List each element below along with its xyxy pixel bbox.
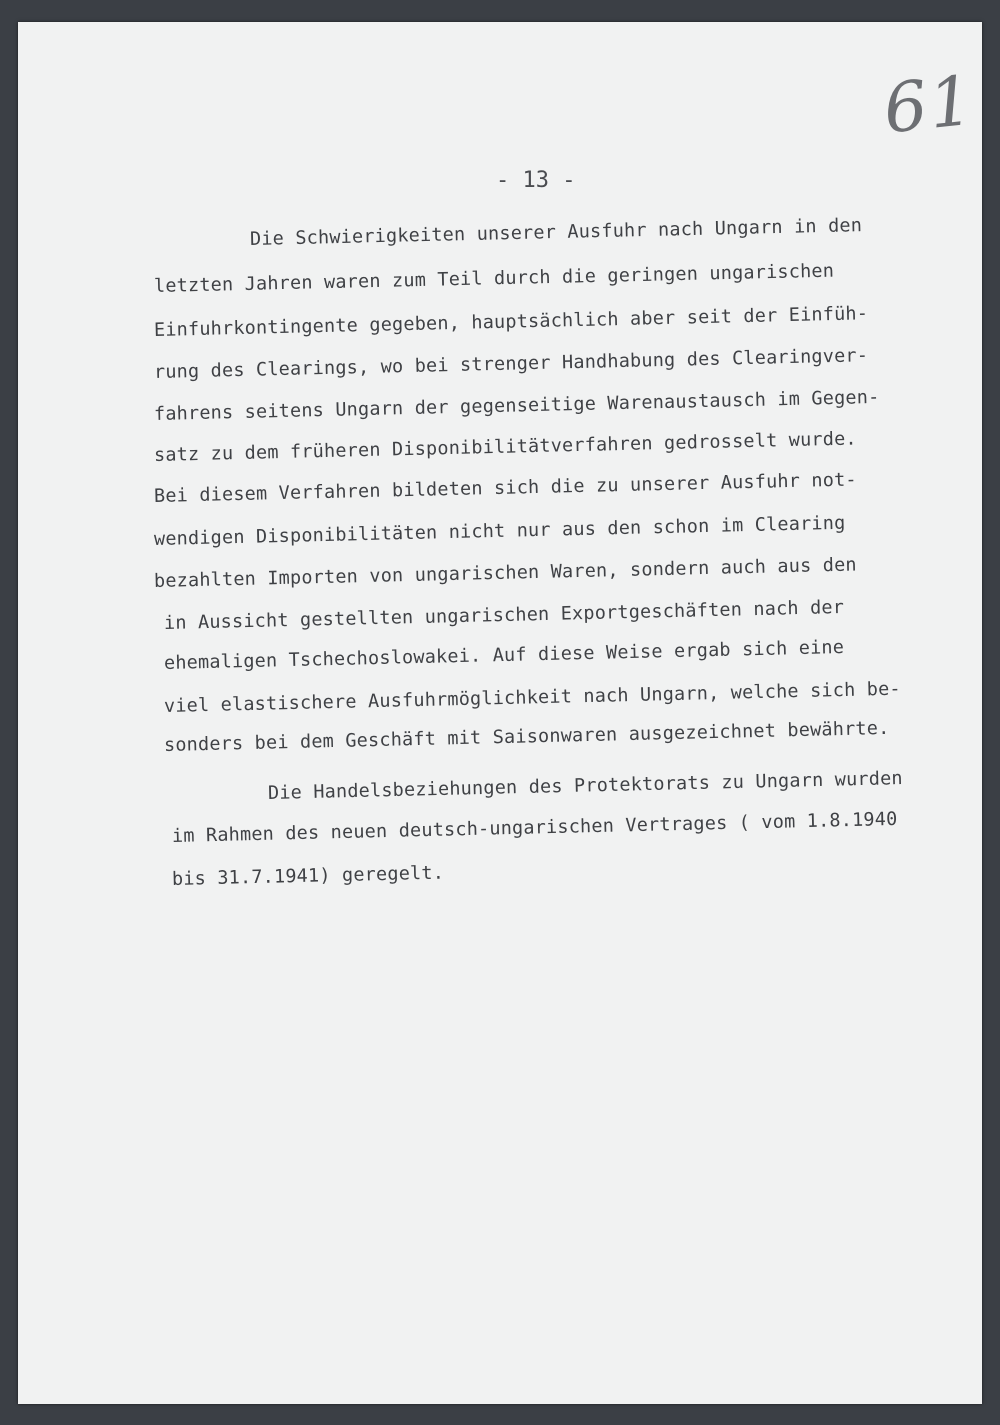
text-line: im Rahmen des neuen deutsch-ungarischen Vertrages ( vom 1.8.1940: [171, 808, 898, 847]
text-line: ehemaligen Tschechoslowakei. Auf diese Weise ergab sich eine: [163, 636, 845, 674]
text-line: wendigen Disponibilitäten nicht nur aus den schon im Clearing: [153, 512, 846, 550]
document-page: [18, 22, 982, 1404]
text-line: fahrens seitens Ungarn der gegenseitige Warenaustausch im Gegen-: [153, 386, 880, 425]
text-line: letzten Jahren waren zum Teil durch die geringen ungarischen: [153, 260, 835, 297]
text-line: Einfuhrkontingente gegeben, hauptsächlich aber seit der Einfüh-: [153, 303, 869, 341]
typewritten-text: [18, 22, 982, 1404]
text-line: viel elastischere Ausfuhrmöglichkeit nach Ungarn, welche sich be-: [163, 678, 901, 717]
text-line: Bei diesem Verfahren bildeten sich die zu unserer Ausfuhr not-: [153, 469, 857, 507]
text-line: bis 31.7.1941) geregelt.: [171, 862, 445, 890]
text-line: satz zu dem früheren Disponibilitätverfahren gedrosselt wurde.: [153, 428, 857, 466]
page-number: - 13 -: [496, 168, 576, 193]
text-line: bezahlten Importen von ungarischen Waren, sondern auch aus den: [153, 554, 857, 592]
text-line: Die Schwierigkeiten unserer Ausfuhr nach Ungarn in den: [249, 215, 863, 250]
handwritten-folio-number: 61: [880, 61, 979, 150]
text-line: rung des Clearings, wo bei strenger Handhabung des Clearingver-: [153, 345, 869, 383]
text-line: in Aussicht gestellten ungarischen Exportgeschäften nach der: [163, 596, 845, 634]
text-line: Die Handelsbeziehungen des Protektorats zu Ungarn wurden: [267, 768, 903, 804]
text-line: sonders bei dem Geschäft mit Saisonwaren ausgezeichnet bewährte.: [163, 717, 890, 756]
